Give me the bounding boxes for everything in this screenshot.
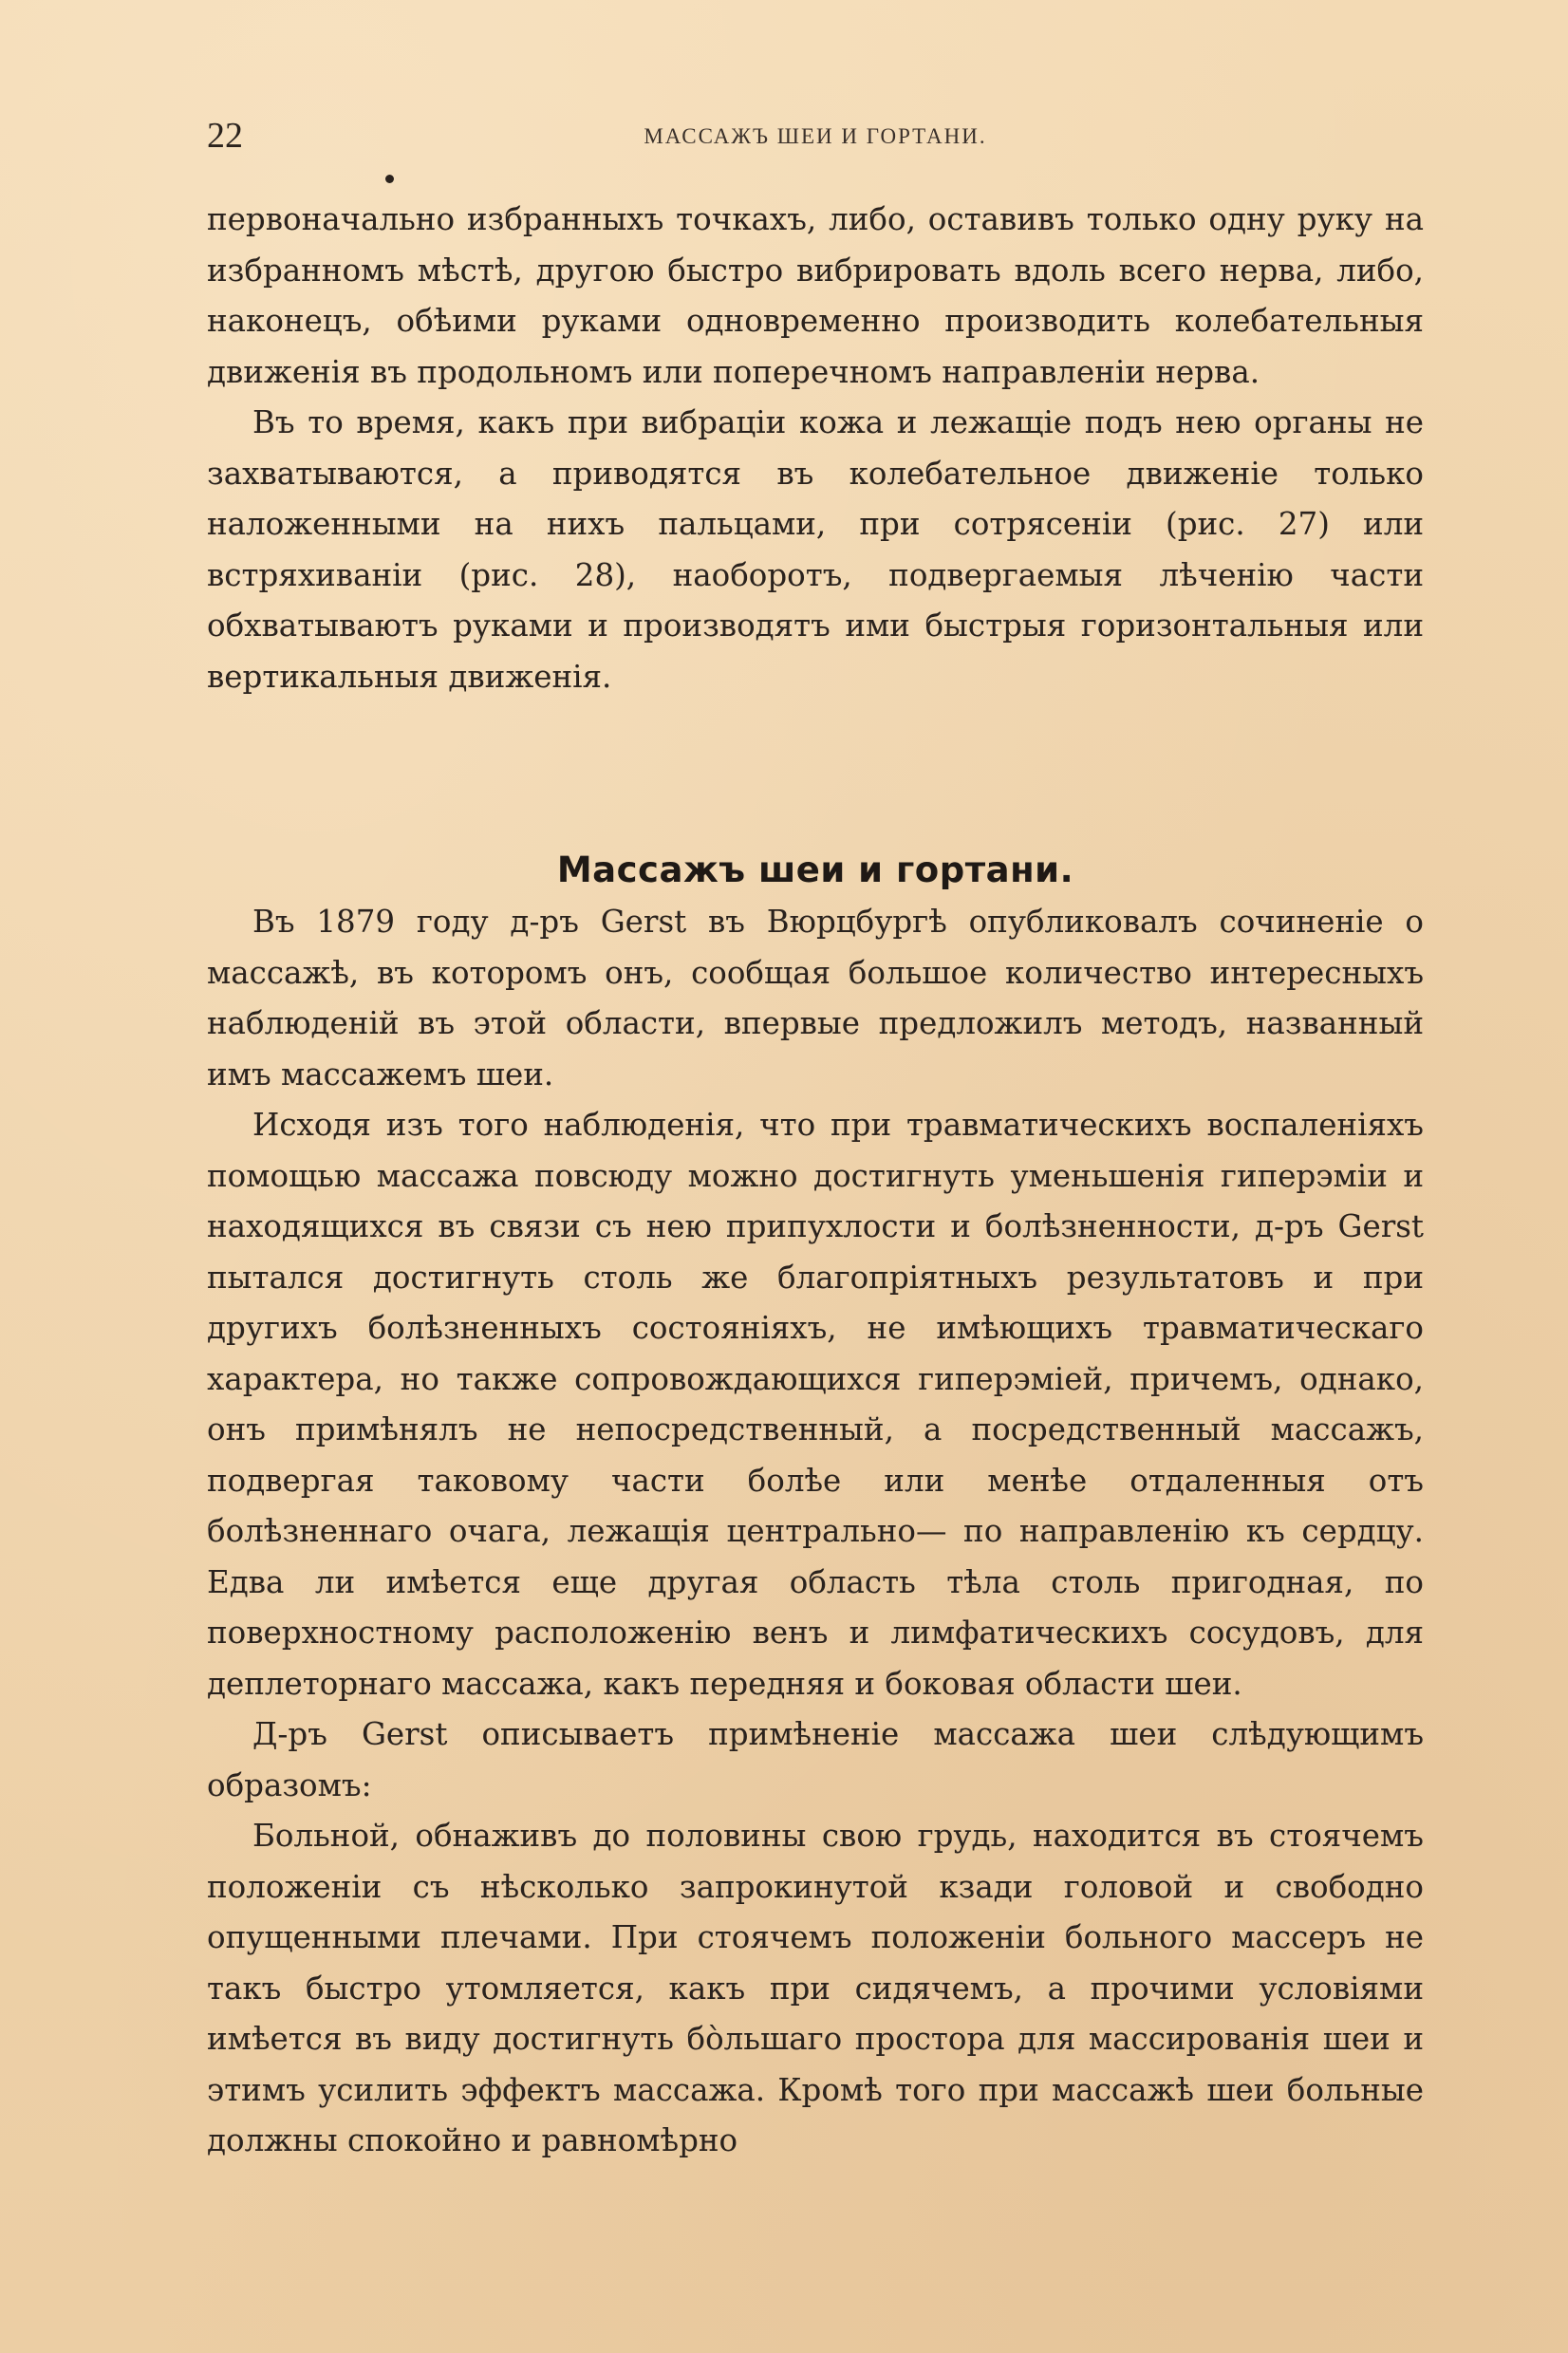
paragraph: Въ то время, какъ при вибраціи кожа и лежащіе подъ нею органы не захватываются, а приводятся въ колебательное движеніе только наложенными на нихъ пальцами, при сотрясеніи (рис. 27) или встряхиваніи (рис. 28), наоборотъ, подвергаемыя лѣченію части обхватываютъ руками и производятъ ими быстрыя горизонтальныя или вертикальныя движенія. (207, 404, 1424, 695)
body-text-bottom (207, 897, 1424, 2167)
body-text-top (207, 195, 1424, 702)
running-head (207, 112, 1424, 159)
page-number: 22 (207, 116, 243, 156)
paragraph-continuation: первоначально избранныхъ точкахъ, либо, оставивъ только одну руку на избранномъ мѣстѣ, другою быстро вибрировать вдоль всего нерва, либо, наконецъ, обѣими руками одновременно производить колебательныя движенія въ продольномъ или поперечномъ направленіи нерва. (207, 201, 1424, 390)
paragraph: Въ 1879 году д-ръ Gerst въ Вюрцбургѣ опубликовалъ сочиненіе о массажѣ, въ которомъ онъ, сообщая большое количество интересныхъ наблюденій въ этой области, впервые предложилъ методъ, названный имъ массажемъ шеи. (207, 904, 1424, 1092)
paragraph: Д-ръ Gerst описываетъ примѣненіе массажа шеи слѣдующимъ образомъ: (207, 1716, 1424, 1803)
ink-speck (385, 175, 394, 183)
running-title: МАССАЖЪ ШЕИ И ГОРТАНИ. (644, 124, 987, 148)
paragraph: Больной, обнаживъ до половины свою грудь, находится въ стоячемъ положеніи съ нѣсколько запрокинутой кзади головой и свободно опущенными плечами. При стоячемъ положеніи больного массеръ не такъ быстро утомляется, какъ при сидячемъ, а прочими условіями имѣется въ виду достигнуть бо̀льшаго простора для массированія шеи и этимъ усилить эффектъ массажа. Кромѣ того при массажѣ шеи больные должны спокойно и равномѣрно (207, 1818, 1424, 2158)
section-heading: Массажъ шеи и гортани. (556, 849, 1074, 890)
paragraph: Исходя изъ того наблюденія, что при травматическихъ воспаленіяхъ помощью массажа повсюду можно достигнуть уменьшенія гиперэміи и находящихся въ связи съ нею припухлости и болѣзненности, д-ръ Gerst пытался достигнуть столь же благопріятныхъ результатовъ и при другихъ болѣзненныхъ состояніяхъ, не имѣющихъ травматическаго характера, но также сопровождающихся гиперэміей, причемъ, однако, онъ примѣнялъ не непосредственный, а посредственный массажъ, подвергая таковому части болѣе или менѣе отдаленныя отъ болѣзненнаго очага, лежащія центрально— по направленію къ сердцу. Едва ли имѣется еще другая область тѣла столь пригодная, по поверхностному расположенію венъ и лимфатическихъ сосудовъ, для деплеторнаго массажа, какъ передняя и боковая области шеи. (207, 1107, 1424, 1702)
